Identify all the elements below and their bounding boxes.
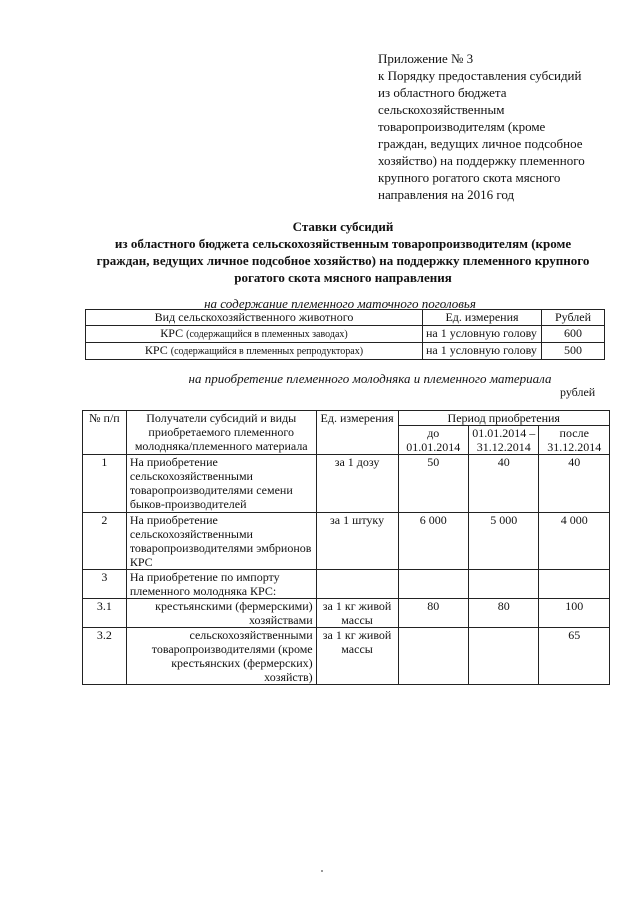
- header-unit: Ед. измерения: [316, 411, 398, 455]
- unit-cell: на 1 условную голову: [423, 326, 542, 343]
- section2-heading: на приобретение племенного молодняка и племенного материала: [188, 371, 552, 386]
- row-number: 1: [83, 455, 127, 513]
- table-row: [83, 455, 610, 513]
- rubles-cell: 500: [542, 343, 605, 360]
- header-period-2014: 01.01.2014 – 31.12.2014: [468, 426, 538, 455]
- row-unit: за 1 дозу: [316, 455, 398, 513]
- row-description: На приобретение сельскохозяйственными товаропроизводителями семени быков-производителей: [126, 455, 316, 513]
- row-value-before: [398, 570, 468, 599]
- row-value-after: 4 000: [539, 513, 610, 570]
- section1-heading: на содержание племенного маточного поголовья: [204, 296, 476, 311]
- row-number: 3: [83, 570, 127, 599]
- row-value-after: 65: [539, 628, 610, 685]
- appendix-line: к Порядку предоставления субсидий: [378, 68, 582, 83]
- animal-cell: [86, 343, 423, 360]
- header-unit: Ед. измерения: [423, 310, 542, 326]
- row-value-2014: 80: [468, 599, 538, 628]
- animal-note: (содержащийся в племенных заводах): [186, 329, 348, 340]
- header-rubles: Рублей: [542, 310, 605, 326]
- table-row: [86, 343, 605, 360]
- appendix-line: граждан, ведущих личное подсобное: [378, 136, 583, 151]
- appendix-line: крупного рогатого скота мясного: [378, 170, 561, 185]
- row-number: 3.2: [83, 628, 127, 685]
- header-period: Период приобретения: [398, 411, 610, 426]
- row-value-before: 6 000: [398, 513, 468, 570]
- row-value-after: 100: [539, 599, 610, 628]
- row-description: На приобретение по импорту племенного молодняка КРС:: [126, 570, 316, 599]
- currency-note: рублей: [560, 385, 596, 399]
- appendix-line: сельскохозяйственным: [378, 102, 505, 117]
- row-value-before: 50: [398, 455, 468, 513]
- page-dot: [321, 870, 323, 872]
- row-value-2014: 5 000: [468, 513, 538, 570]
- appendix-line: Приложение № 3: [378, 51, 474, 66]
- appendix-line: из областного бюджета: [378, 85, 507, 100]
- animal-note: (содержащийся в племенных репродукторах): [170, 346, 364, 357]
- appendix-line: направления на 2016 год: [378, 187, 515, 202]
- header-recipients: Получатели субсидий и виды приобретаемого племенного молодняка/племенного материала: [126, 411, 316, 455]
- purchase-rates-table: [82, 410, 610, 685]
- row-value-before: [398, 628, 468, 685]
- header-number: № п/п: [83, 411, 127, 455]
- row-value-after: [539, 570, 610, 599]
- table-row: [83, 513, 610, 570]
- title-line: Ставки субсидий: [292, 219, 394, 234]
- appendix-line: хозяйство) на поддержку племенного: [378, 153, 585, 168]
- row-value-2014: [468, 570, 538, 599]
- row-value-after: 40: [539, 455, 610, 513]
- appendix-block: [378, 50, 618, 203]
- appendix-line: товаропроизводителям (кроме: [378, 119, 546, 134]
- row-unit: за 1 кг живой массы: [316, 628, 398, 685]
- animal-main: КРС: [160, 326, 184, 340]
- table-row: [83, 599, 610, 628]
- row-value-2014: 40: [468, 455, 538, 513]
- table-row: [83, 570, 610, 599]
- animal-cell: [86, 326, 423, 343]
- row-value-before: 80: [398, 599, 468, 628]
- title-line: рогатого скота мясного направления: [234, 270, 452, 285]
- maintenance-rates-table: [85, 309, 605, 360]
- rubles-cell: 600: [542, 326, 605, 343]
- row-number: 2: [83, 513, 127, 570]
- header-period-before: до 01.01.2014: [398, 426, 468, 455]
- row-description: сельскохозяйственными товаропроизводителями (кроме крестьянских (фермерских) хозяйств): [126, 628, 316, 685]
- unit-cell: на 1 условную голову: [423, 343, 542, 360]
- title-line: из областного бюджета сельскохозяйственным товаропроизводителям (кроме: [114, 236, 572, 251]
- table-header-row: [83, 411, 610, 426]
- row-unit: [316, 570, 398, 599]
- row-unit: за 1 штуку: [316, 513, 398, 570]
- header-period-after: после 31.12.2014: [539, 426, 610, 455]
- table-row: [86, 326, 605, 343]
- row-number: 3.1: [83, 599, 127, 628]
- document-title: [88, 218, 598, 286]
- table-row: [83, 628, 610, 685]
- animal-main: КРС: [144, 343, 168, 357]
- row-description: На приобретение сельскохозяйственными товаропроизводителями эмбрионов КРС: [126, 513, 316, 570]
- row-unit: за 1 кг живой массы: [316, 599, 398, 628]
- header-animal: Вид сельскохозяйственного животного: [86, 310, 423, 326]
- title-line: граждан, ведущих личное подсобное хозяйство) на поддержку племенного крупного: [96, 253, 590, 268]
- row-value-2014: [468, 628, 538, 685]
- row-description: крестьянскими (фермерскими) хозяйствами: [126, 599, 316, 628]
- table-header-row: [86, 310, 605, 326]
